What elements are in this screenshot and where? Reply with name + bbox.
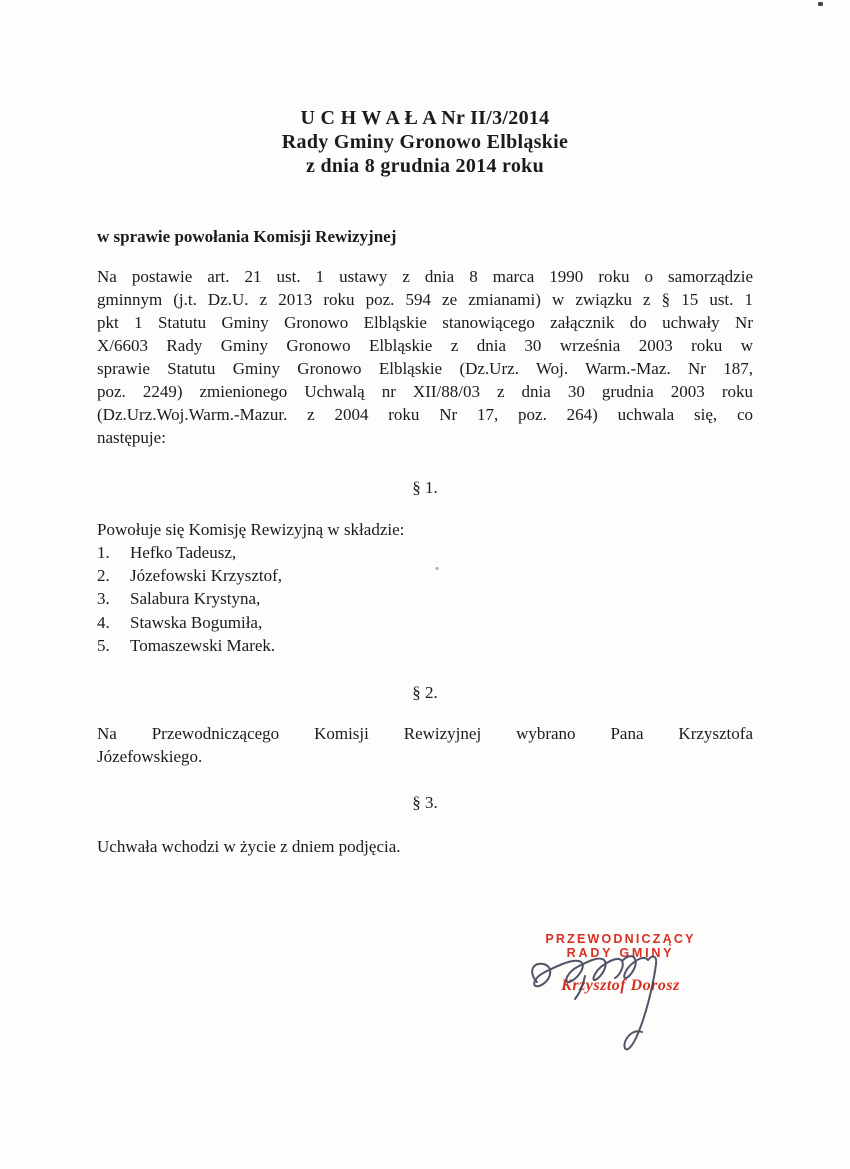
stamp-role-line-2: RADY GMINY bbox=[566, 946, 675, 960]
resolution-date: z dnia 8 grudnia 2014 roku bbox=[305, 155, 545, 177]
list-item bbox=[97, 564, 753, 587]
preamble-line: sprawie Statutu Gminy Gronowo Elbląskie (Dz.Urz. Woj. Warm.-Maz. Nr 187, bbox=[97, 359, 753, 378]
list-item-number: 5. bbox=[97, 635, 110, 655]
preamble-line: gminnym (j.t. Dz.U. z 2013 roku poz. 594 ze zmianami) w związku z § 15 ust. 1 bbox=[97, 290, 753, 309]
stamp-signer-name: Krzysztof Dorosz bbox=[561, 977, 680, 994]
preamble-line: X/6603 Rady Gminy Gronowo Elbląskie z dnia 30 września 2003 roku w bbox=[97, 336, 753, 355]
resolution-number: U C H W A Ł A Nr II/3/2014 bbox=[300, 107, 550, 129]
section-3-body: Uchwała wchodzi w życie z dniem podjęcia. bbox=[97, 837, 401, 856]
list-item-number: 1. bbox=[97, 543, 110, 562]
scan-artifact bbox=[435, 567, 439, 570]
stamp-role-line-1: PRZEWODNICZĄCY bbox=[545, 932, 696, 946]
document-title-block bbox=[97, 106, 753, 178]
section-2-heading: § 2. bbox=[412, 683, 438, 702]
section-2-paragraph bbox=[97, 722, 753, 768]
member-name: Salabura Krystyna, bbox=[130, 589, 261, 609]
member-name: Józefowski Krzysztof, bbox=[130, 566, 283, 586]
preamble-line: pkt 1 Statutu Gminy Gronowo Elbląskie stanowiącego załącznik do uchwały Nr bbox=[97, 313, 753, 332]
list-item bbox=[97, 634, 753, 657]
member-name: Hefko Tadeusz, bbox=[130, 543, 237, 562]
preamble-line: następuje: bbox=[97, 428, 166, 447]
list-item bbox=[97, 541, 753, 564]
section-1-heading: § 1. bbox=[412, 478, 438, 497]
chairman-stamp bbox=[538, 932, 703, 995]
section-2-line: Na Przewodniczącego Komisji Rewizyjnej wybrano Pana Krzysztofa bbox=[97, 724, 753, 743]
list-item-number: 2. bbox=[97, 566, 110, 586]
list-item bbox=[97, 611, 753, 634]
section-3-heading: § 3. bbox=[412, 793, 438, 812]
section-2-line: Józefowskiego. bbox=[97, 747, 203, 766]
preamble-line: poz. 2249) zmienionego Uchwalą nr XII/88/03 z dnia 30 grudnia 2003 roku bbox=[97, 382, 753, 401]
scan-artifact bbox=[818, 2, 823, 6]
member-name: Stawska Bogumiła, bbox=[130, 612, 263, 632]
section-1-intro: Powołuje się Komisję Rewizyjną w składzie: bbox=[97, 520, 405, 539]
preamble-paragraph bbox=[97, 265, 753, 449]
council-name: Rady Gminy Gronowo Elbląskie bbox=[281, 131, 569, 153]
preamble-line: Na postawie art. 21 ust. 1 ustawy z dnia 8 marca 1990 roku o samorządzie bbox=[97, 267, 753, 286]
member-name: Tomaszewski Marek. bbox=[130, 635, 276, 655]
subject-line: w sprawie powołania Komisji Rewizyjnej bbox=[97, 227, 397, 246]
list-item bbox=[97, 587, 753, 610]
list-item-number: 4. bbox=[97, 612, 110, 632]
committee-member-list bbox=[97, 541, 753, 657]
preamble-line: (Dz.Urz.Woj.Warm.-Mazur. z 2004 roku Nr 17, poz. 264) uchwala się, co bbox=[97, 405, 753, 424]
list-item-number: 3. bbox=[97, 589, 110, 609]
